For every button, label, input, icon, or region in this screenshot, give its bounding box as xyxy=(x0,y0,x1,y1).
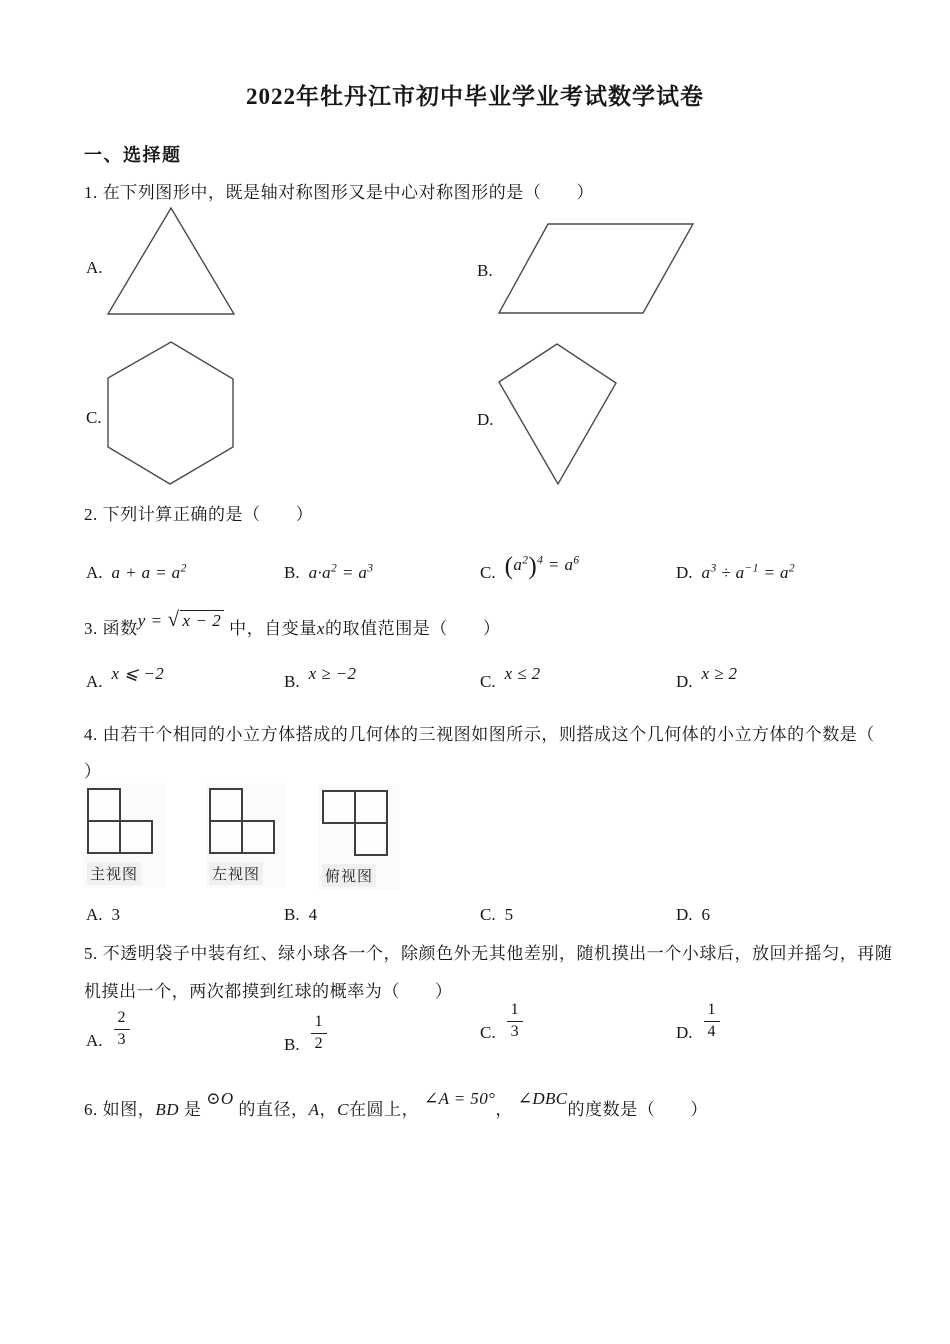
formula: x ≤ 2 xyxy=(504,664,541,683)
q1-text: 1. 在下列图形中，既是轴对称图形又是中心对称图形的是（ ） xyxy=(84,183,595,202)
q6-comma1: ， xyxy=(319,1100,338,1119)
q3-prefix: 3. 函数 xyxy=(84,619,138,638)
option-label: D. xyxy=(676,905,693,924)
q3-radical-formula xyxy=(137,607,225,631)
q3-text xyxy=(84,607,501,642)
front-view-label: 主视图 xyxy=(87,862,141,885)
option-label: D. xyxy=(676,1022,693,1042)
option-label: C. xyxy=(480,563,496,582)
q6-var-bd: BD xyxy=(155,1100,180,1119)
q1-option-b-label: B. xyxy=(477,261,493,280)
option-value: 3 xyxy=(111,905,121,924)
formula: x ≥ −2 xyxy=(308,664,357,683)
q6-mid2: 在圆上， xyxy=(349,1100,420,1119)
top-view-figure xyxy=(318,785,400,890)
formula: x ≥ 2 xyxy=(701,664,738,683)
q3-option-d xyxy=(676,664,738,692)
option-value: 4 xyxy=(308,905,318,924)
q3-option-b xyxy=(284,664,357,692)
angle-dbc-formula: ∠DBC xyxy=(517,1089,568,1108)
denominator: 4 xyxy=(707,1022,716,1040)
fraction xyxy=(507,1000,523,1043)
q3-option-c xyxy=(480,664,541,692)
q2-option-c xyxy=(480,553,580,583)
q6-var-a: A xyxy=(308,1100,320,1119)
page-title: 2022年牡丹江市初中毕业学业考试数学试卷 xyxy=(246,84,704,109)
top-view-grid xyxy=(322,790,392,858)
formula-lead: y = xyxy=(137,611,168,630)
side-view-label: 左视图 xyxy=(209,862,263,885)
option-label: D. xyxy=(676,672,693,691)
front-view-figure xyxy=(83,783,165,888)
kite-shape xyxy=(494,339,622,490)
formula: $(a^2)^4 = a^6$ xyxy=(504,553,580,580)
q3-var-x: x xyxy=(316,619,325,638)
option-label: C. xyxy=(480,672,496,691)
side-view-grid xyxy=(209,788,279,856)
q1-option-c-label: C. xyxy=(86,408,102,427)
option-label: B. xyxy=(284,905,300,924)
formula: $a^3 \div a^{-1} = a^2$ xyxy=(701,562,796,582)
sqrt-radical-icon: √ xyxy=(167,607,180,631)
option-label: C. xyxy=(480,905,496,924)
circle-o-formula: ⊙O xyxy=(206,1089,234,1108)
q6-comma2: ， xyxy=(495,1100,513,1119)
q4-option-b xyxy=(284,905,317,925)
option-label: B. xyxy=(284,672,300,691)
option-value: 5 xyxy=(504,905,514,924)
numerator: 1 xyxy=(311,1012,327,1034)
denominator: 3 xyxy=(510,1022,519,1040)
q2-option-b xyxy=(284,563,373,583)
q6-text xyxy=(84,1089,708,1123)
option-label: D. xyxy=(676,563,693,582)
formula: $a + a = a^2$ xyxy=(111,562,187,582)
q4-option-a xyxy=(86,905,120,925)
option-value: 6 xyxy=(701,905,711,924)
q2-option-a xyxy=(86,563,187,583)
q6-shi: 是 xyxy=(183,1100,202,1119)
q4-option-c xyxy=(480,905,513,925)
option-label: B. xyxy=(284,563,300,582)
q4-option-d xyxy=(676,905,710,925)
q3-option-a xyxy=(86,664,165,692)
q3-tail: 的取值范围是（ ） xyxy=(325,619,501,638)
q5-text-line2: 机摸出一个，两次都摸到红球的概率为（ ） xyxy=(84,982,453,1001)
triangle-shape xyxy=(104,203,238,319)
radicand: x − 2 xyxy=(180,610,225,630)
numerator: 2 xyxy=(114,1008,130,1030)
option-label: B. xyxy=(284,1034,300,1054)
section-heading: 一、选择题 xyxy=(84,145,182,165)
q4-text-line1: 4. 由若干个相同的小立方体搭成的几何体的三视图如图所示，则搭成这个几何体的小立方体的个数是（ xyxy=(84,725,875,744)
denominator: 2 xyxy=(314,1034,323,1052)
q1-option-a-label: A. xyxy=(86,258,103,277)
q4-text-line2: ） xyxy=(84,762,102,781)
q5-option-b xyxy=(284,1012,327,1055)
q5-option-d xyxy=(676,1000,720,1043)
q3-mid: 中，自变量 xyxy=(229,619,317,638)
fraction xyxy=(311,1012,327,1055)
option-label: A. xyxy=(86,563,103,582)
option-label: A. xyxy=(86,672,103,691)
q6-var-c: C xyxy=(337,1100,349,1119)
numerator: 1 xyxy=(704,1000,720,1022)
q6-prefix: 6. 如图， xyxy=(84,1100,156,1119)
formula: $a\cdot a^2 = a^3$ xyxy=(308,562,374,582)
numerator: 1 xyxy=(507,1000,523,1022)
q2-text: 2. 下列计算正确的是（ ） xyxy=(84,505,314,524)
fraction xyxy=(704,1000,720,1043)
fraction xyxy=(114,1008,130,1051)
option-label: A. xyxy=(86,1030,103,1050)
q5-option-c xyxy=(480,1000,523,1043)
q5-option-a xyxy=(86,1008,130,1051)
option-label: C. xyxy=(480,1022,496,1042)
q2-option-d xyxy=(676,563,795,583)
q1-option-d-label: D. xyxy=(477,410,494,429)
denominator: 3 xyxy=(117,1030,126,1048)
hexagon-shape xyxy=(103,337,239,489)
option-label: A. xyxy=(86,905,103,924)
q6-tail: 的度数是（ ） xyxy=(567,1100,708,1119)
angle-a-formula: ∠A = 50° xyxy=(424,1089,496,1108)
parallelogram-shape xyxy=(494,219,698,318)
front-view-grid xyxy=(87,788,157,856)
q5-text-line1: 5. 不透明袋子中装有红、绿小球各一个，除颜色外无其他差别，随机摸出一个小球后，放回并摇匀，再随 xyxy=(84,944,893,963)
formula: x ⩽ −2 xyxy=(111,664,165,683)
side-view-figure xyxy=(205,783,287,888)
q6-mid1: 的直径， xyxy=(238,1100,309,1119)
top-view-label: 俯视图 xyxy=(322,864,376,887)
